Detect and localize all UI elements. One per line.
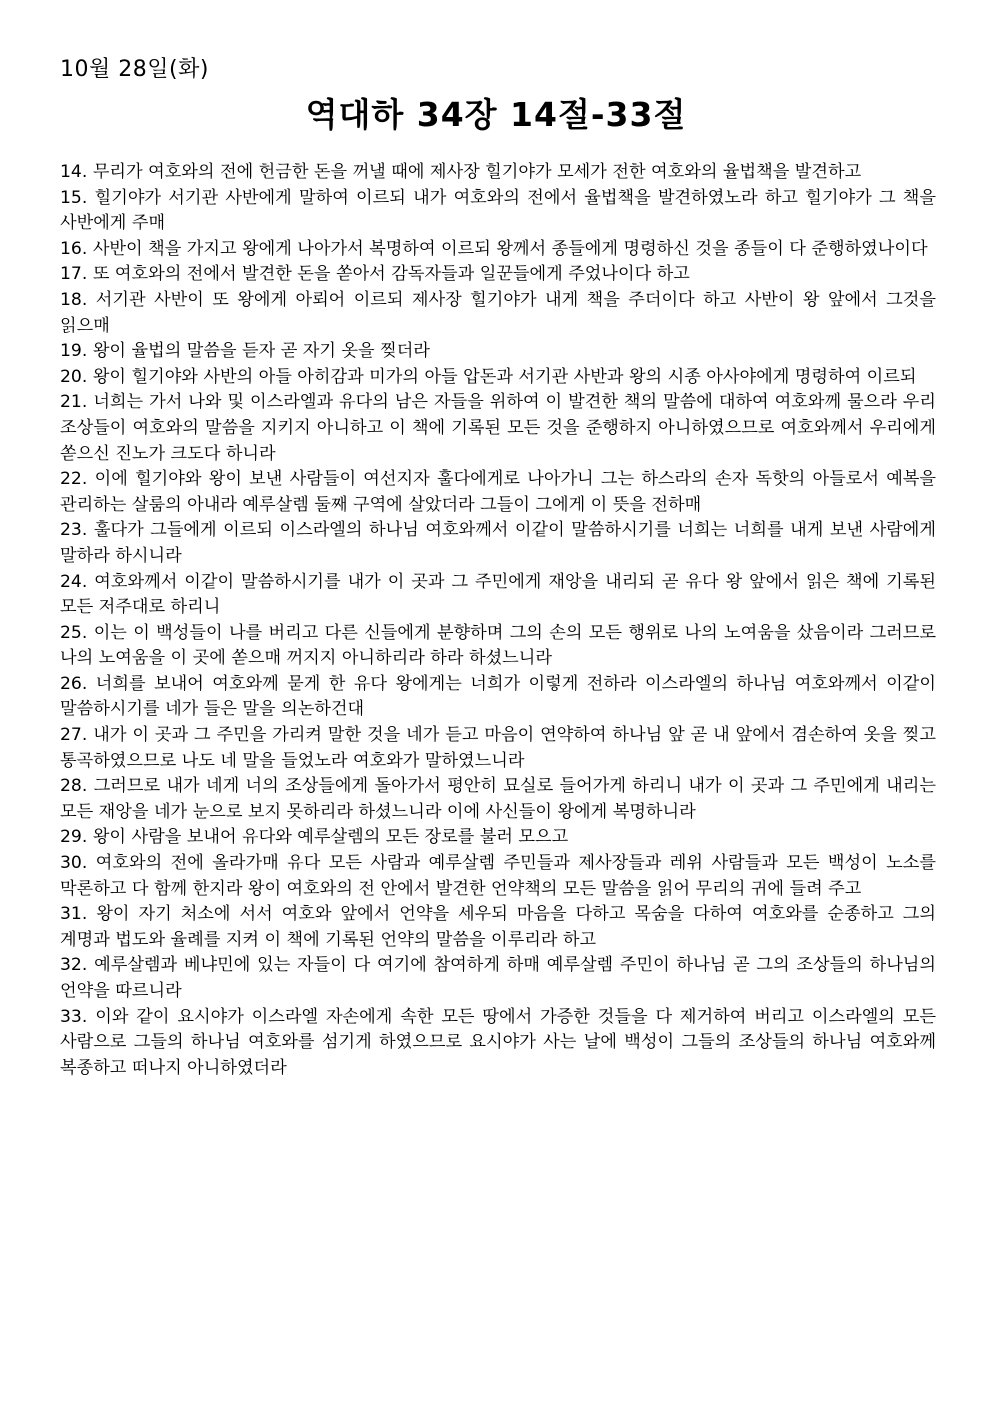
verse-text: 무리가 여호와의 전에 헌금한 돈을 꺼낼 때에 제사장 힐기야가 모세가 전한 여호와의 율법책을 발견하고 <box>92 162 862 182</box>
verse-number: 16. <box>60 238 88 259</box>
verse-paragraph <box>60 467 936 518</box>
verse-number: 29. <box>60 827 88 848</box>
verse-text: 사반이 책을 가지고 왕에게 나아가서 복명하여 이르되 왕께서 종들에게 명령하신 것을 종들이 다 준행하였나이다 <box>92 238 928 259</box>
verse-paragraph <box>60 365 936 391</box>
verse-number: 20. <box>60 366 88 387</box>
verse-paragraph <box>60 902 936 953</box>
verse-number: 25. <box>60 622 88 643</box>
verse-text: 왕이 힐기야와 사반의 아들 아히감과 미가의 아들 압돈과 서기관 사반과 왕의 시종 아사야에게 명령하여 이르되 <box>92 366 917 387</box>
verse-number: 31. <box>60 904 88 925</box>
verse-text: 훌다가 그들에게 이르되 이스라엘의 하나님 여호와께서 이같이 말씀하시기를 너희는 너희를 내게 보낸 사람에게 말하라 하시니라 <box>60 520 936 566</box>
verse-number: 23. <box>60 520 88 541</box>
verse-number: 28. <box>60 776 88 797</box>
verse-text: 힐기야가 서기관 사반에게 말하여 이르되 내가 여호와의 전에서 율법책을 발견하였노라 하고 힐기야가 그 책을 사반에게 주매 <box>60 187 937 234</box>
verse-paragraph <box>60 723 936 774</box>
verse-paragraph <box>60 288 936 339</box>
verse-number: 24. <box>60 571 88 592</box>
verse-paragraph <box>60 518 936 569</box>
verse-number: 19. <box>60 341 88 362</box>
verse-text: 너희는 가서 나와 및 이스라엘과 유다의 남은 자들을 위하여 이 발견한 책의 말씀에 대하여 여호와께 물으라 우리 조상들이 여호와의 말씀을 지키지 아니하고 이 책에 기록된 모든 것을 준행하지 아니하였으므로 여호와께서 우리에게 쏟으신 진노가 크도다 하니라 <box>60 392 937 464</box>
verse-paragraph <box>60 825 936 851</box>
verse-text: 여호와께서 이같이 말씀하시기를 내가 이 곳과 그 주민에게 재앙을 내리되 곧 유다 왕 앞에서 읽은 책에 기록된 모든 저주대로 하리니 <box>60 571 936 618</box>
verse-paragraph <box>60 774 936 825</box>
page-title: 역대하 34장 14절-33절 <box>305 95 687 134</box>
verse-number: 22. <box>60 469 88 490</box>
verse-text: 내가 이 곳과 그 주민을 가리켜 말한 것을 네가 듣고 마음이 연약하여 하나님 앞 곧 내 앞에서 겸손하여 옷을 찢고 통곡하였으므로 나도 네 말을 들었노라 여호와가 말하였느니라 <box>60 725 936 771</box>
verse-number: 26. <box>60 673 88 694</box>
verse-number: 21. <box>60 392 88 413</box>
verse-number: 18. <box>60 289 88 310</box>
verse-list <box>60 160 936 1081</box>
verse-number: 30. <box>60 853 88 874</box>
verse-text: 이와 같이 요시야가 이스라엘 자손에게 속한 모든 땅에서 가증한 것들을 다 제거하여 버리고 이스라엘의 모든 사람으로 그들의 하나님 여호와를 섬기게 하였으므로 요시야가 사는 날에 백성이 그들의 조상들의 하나님 여호와께 복종하고 떠나지 아니하였더라 <box>60 1006 936 1078</box>
verse-paragraph <box>60 390 936 467</box>
verse-number: 14. <box>60 162 88 182</box>
verse-text: 왕이 자기 처소에 서서 여호와 앞에서 언약을 세우되 마음을 다하고 목숨을 다하여 여호와를 순종하고 그의 계명과 법도와 율례를 지켜 이 책에 기록된 언약의 말씀을 이루리라 하고 <box>60 904 936 950</box>
verse-paragraph <box>60 1005 936 1082</box>
verse-number: 27. <box>60 725 88 746</box>
verse-paragraph <box>60 237 936 263</box>
verse-text: 왕이 사람을 보내어 유다와 예루살렘의 모든 장로를 불러 모으고 <box>92 827 569 848</box>
verse-text: 그러므로 내가 네게 너의 조상들에게 돌아가서 평안히 묘실로 들어가게 하리니 내가 이 곳과 그 주민에게 내리는 모든 재앙을 네가 눈으로 보지 못하리라 하셨느니라 이에 사신들이 왕에게 복명하니라 <box>60 776 936 822</box>
verse-paragraph <box>60 339 936 365</box>
verse-text: 여호와의 전에 올라가매 유다 모든 사람과 예루살렘 주민들과 제사장들과 레위 사람들과 모든 백성이 노소를 막론하고 다 함께 한지라 왕이 여호와의 전 안에서 발견한 언약책의 모든 말씀을 읽어 무리의 귀에 들려 주고 <box>60 853 936 899</box>
verse-number: 32. <box>60 955 88 976</box>
verse-paragraph <box>60 672 936 723</box>
verse-text: 이에 힐기야와 왕이 보낸 사람들이 여선지자 훌다에게로 나아가니 그는 하스라의 손자 독핫의 아들로서 예복을 관리하는 살룸의 아내라 예루살렘 둘째 구역에 살았더라 그들이 그에게 이 뜻을 전하매 <box>60 469 937 515</box>
verse-paragraph <box>60 953 936 1004</box>
verse-paragraph <box>60 160 936 186</box>
verse-paragraph <box>60 621 936 672</box>
verse-number: 33. <box>60 1006 88 1027</box>
verse-text: 예루살렘과 베냐민에 있는 자들이 다 여기에 참여하게 하매 예루살렘 주민이 하나님 곧 그의 조상들의 하나님의 언약을 따르니라 <box>60 955 937 1001</box>
verse-text: 너희를 보내어 여호와께 묻게 한 유다 왕에게는 너희가 이렇게 전하라 이스라엘의 하나님 여호와께서 이같이 말씀하시기를 네가 들은 말을 의논하건대 <box>60 673 936 720</box>
verse-paragraph <box>60 186 936 237</box>
verse-number: 15. <box>60 187 88 208</box>
verse-text: 이는 이 백성들이 나를 버리고 다른 신들에게 분향하며 그의 손의 모든 행위로 나의 노여움을 샀음이라 그러므로 나의 노여움을 이 곳에 쏟으매 꺼지지 아니하리라 하라 하셨느니라 <box>60 622 936 669</box>
verse-number: 17. <box>60 264 88 285</box>
verse-text: 또 여호와의 전에서 발견한 돈을 쏟아서 감독자들과 일꾼들에게 주었나이다 하고 <box>92 264 690 285</box>
verse-text: 서기관 사반이 또 왕에게 아뢰어 이르되 제사장 힐기야가 내게 책을 주더이다 하고 사반이 왕 앞에서 그것을 읽으매 <box>60 289 936 336</box>
verse-paragraph <box>60 262 936 288</box>
verse-paragraph <box>60 851 936 902</box>
verse-paragraph <box>60 570 936 621</box>
verse-text: 왕이 율법의 말씀을 듣자 곧 자기 옷을 찢더라 <box>92 341 430 362</box>
date-heading: 10월 28일(화) <box>60 57 209 82</box>
